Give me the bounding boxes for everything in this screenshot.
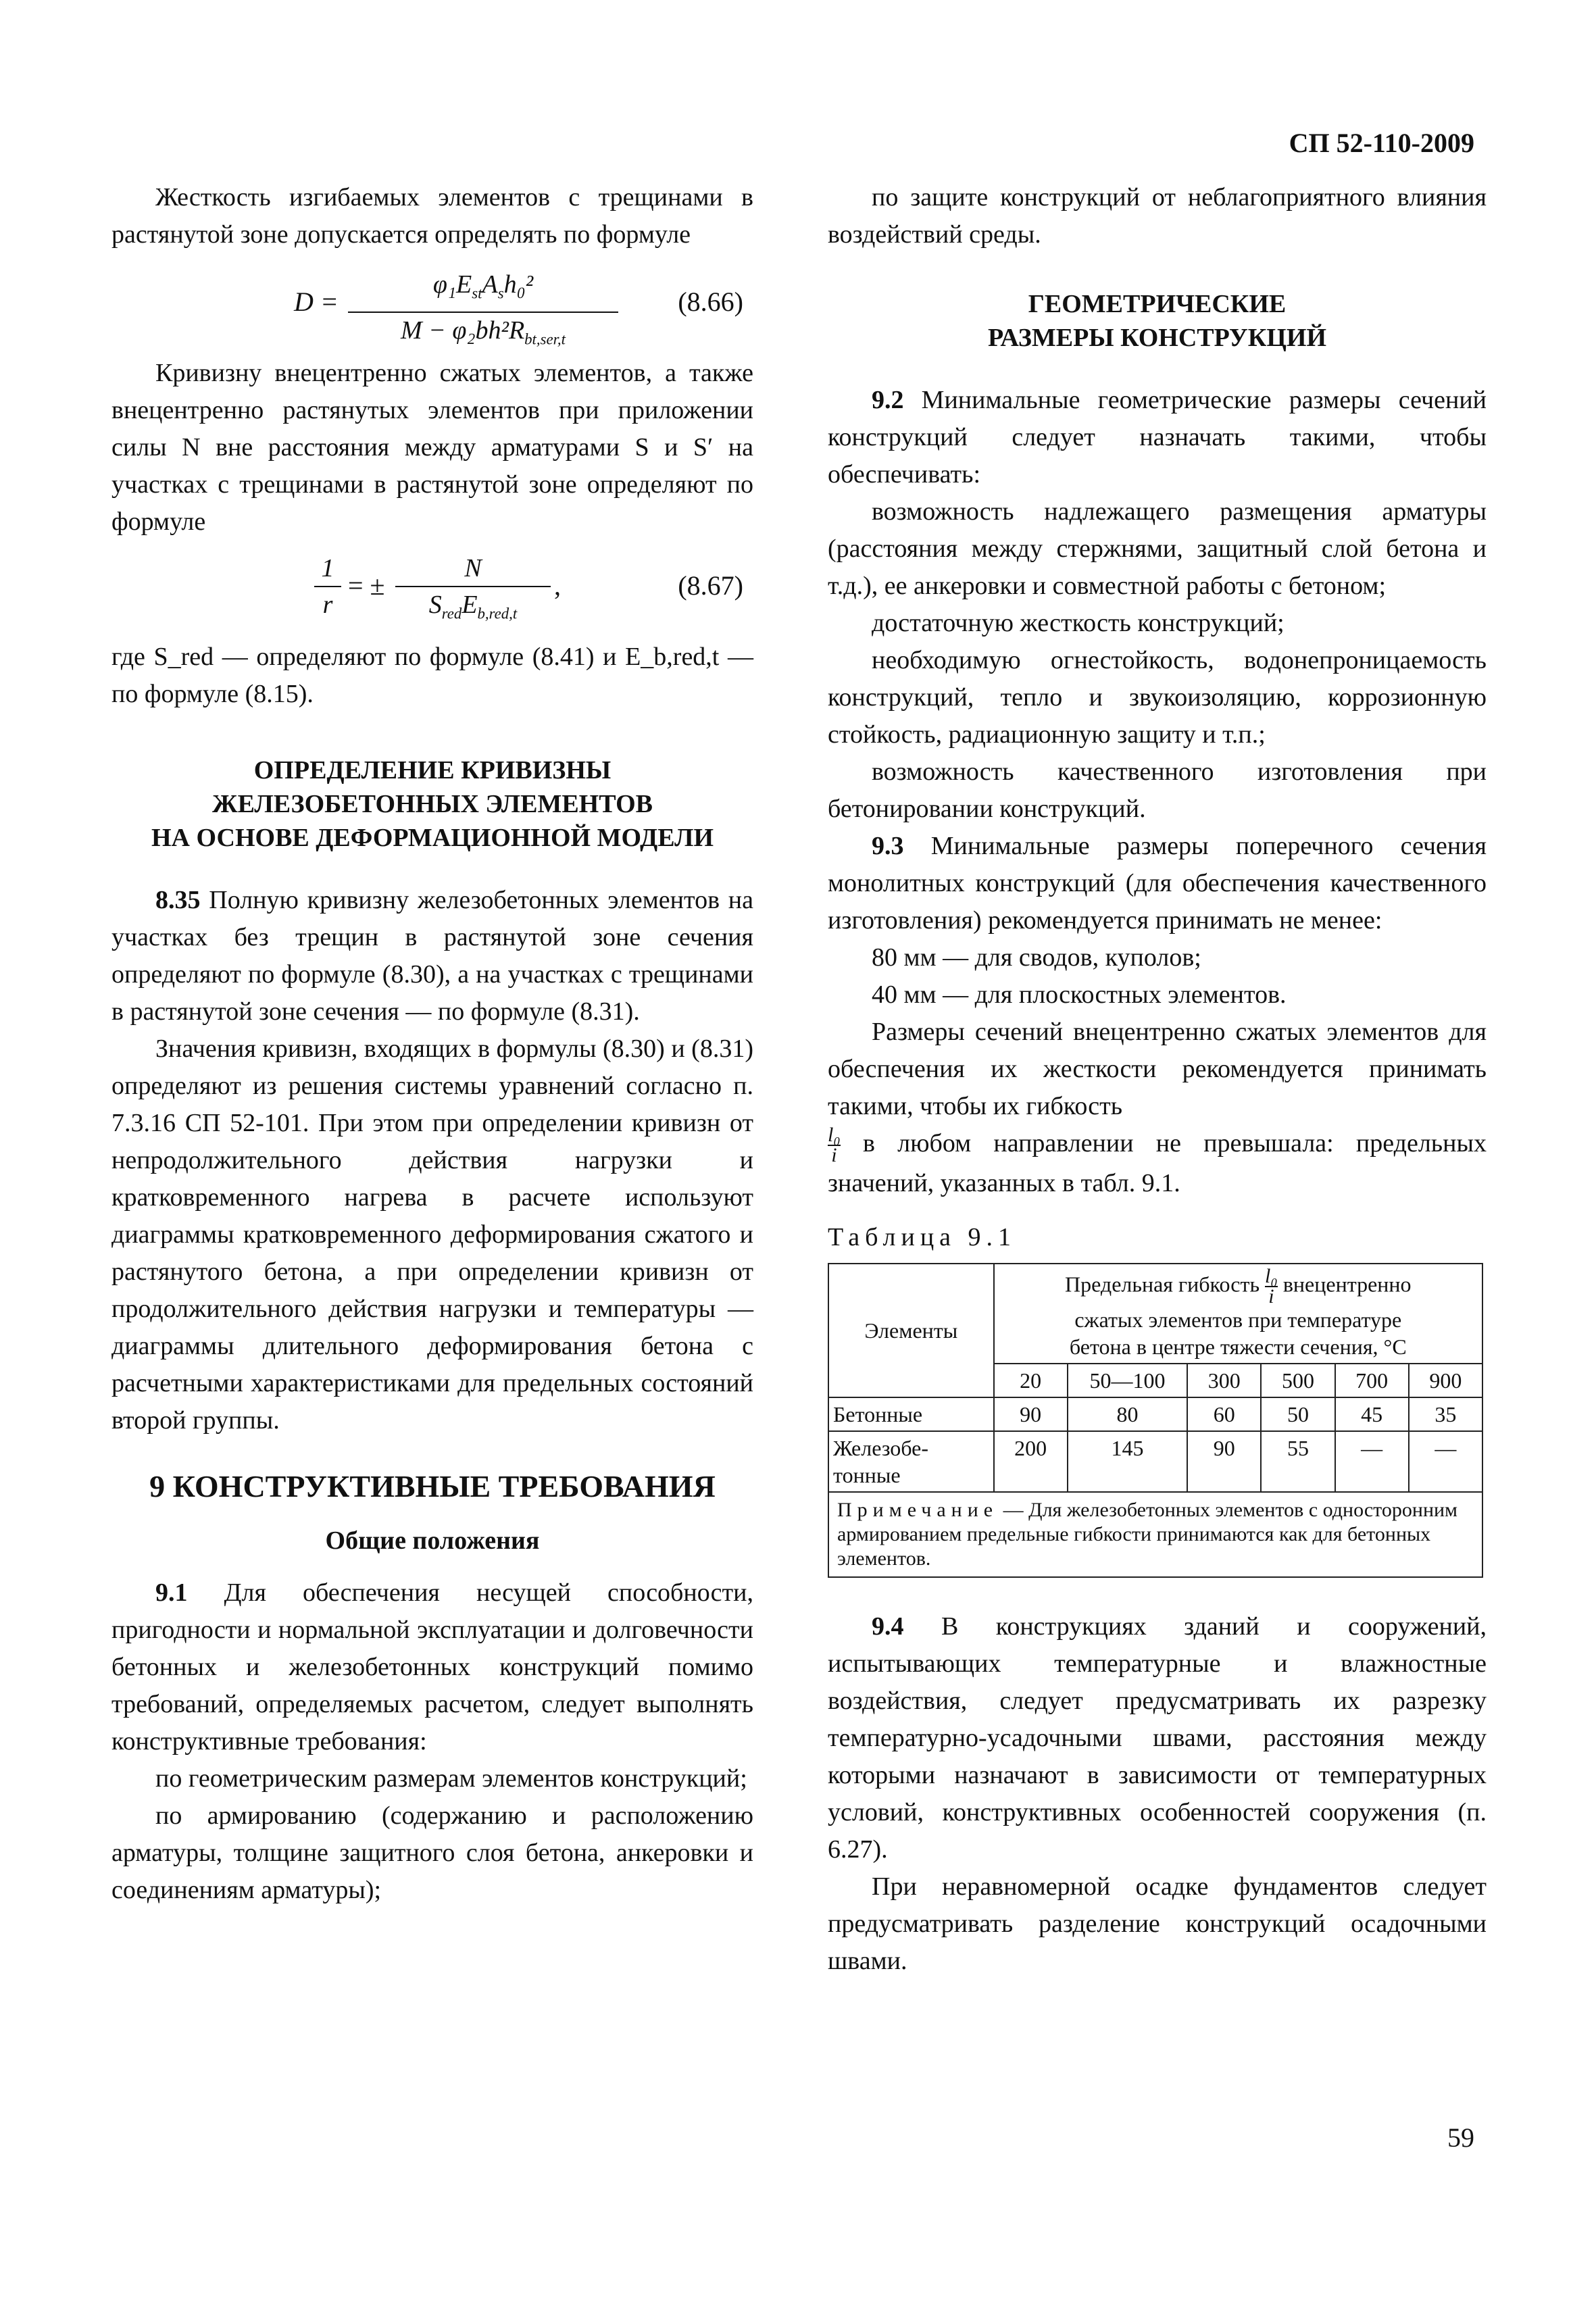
table-cell: 90 [1187,1431,1261,1492]
table-cell: 50—100 [1068,1364,1187,1397]
table-cell: 700 [1335,1364,1409,1397]
paragraph: $\frac{\text{l₀}}{i}$ в любом направлении не превышала: предельных значений, указанных в табл. 9.1. [828,1124,1487,1198]
table-cell: Бетонные [828,1397,994,1431]
table-cell: 900 [1409,1364,1482,1397]
list-item: достаточную жесткость конструкций; [872,609,1285,637]
table-cell: 200 [994,1431,1068,1492]
table-cell: 45 [1335,1397,1409,1431]
paragraph: Значения кривизн, входящих в формулы (8.30) и (8.31) определяют из решения системы уравнений согласно п. 7.3.16 СП 52-101. При этом при определении кривизн от непродолжительного действия нагрузки и кратковременного нагрева в расчете используют диаграммы кратковременного деформирования сжатого и растянутого бетона, а при определении кривизн от продолжительного действия нагрузки и температуры — диаграммы длительного деформирования бетона с расчетными характеристиками для предельных состояний второй группы. [111,1035,753,1435]
formula-lhs: D = [294,287,339,317]
paragraph: где S_red — определяют по формуле (8.41) и E_b,red,t — по формуле (8.15). [111,643,753,708]
table-row [828,1431,1482,1492]
table-cell: 80 [1068,1397,1187,1431]
table-cell: 500 [1261,1364,1335,1397]
table-cell: 20 [994,1364,1068,1397]
section-heading: ОПРЕДЕЛЕНИЕ КРИВИЗНЫ [253,756,612,785]
table-cell: 60 [1187,1397,1261,1431]
list-item: по армированию (содержанию и расположению арматуры, толщине защитного слоя бетона, анкеровки и соединениям арматуры); [111,1801,753,1904]
paragraph-9-1: 9.1 Для обеспечения несущей способности, пригодности и нормальной эксплуатации и долговечности бетонных и железобетонных конструкций помимо требований, определяемых расчетом, следует выполнять конструктивные требования: [111,1578,753,1756]
table-note: Примечание — Для железобетонных элементов с односторонним армированием предельные гибкости принимаются как для бетонных элементов. [828,1492,1482,1577]
list-item: возможность качественного изготовления при бетонировании конструкций. [828,757,1487,823]
chapter-heading: 9 КОНСТРУКТИВНЫЕ ТРЕБОВАНИЯ [149,1469,716,1503]
list-item: необходимую огнестойкость, водонепроницаемость конструкций, тепло и звукоизоляцию, коррозионную стойкость, радиационную защиту и т.п.; [828,646,1487,749]
list-item: 40 мм — для плоскостных элементов. [872,980,1287,1009]
list-item: возможность надлежащего размещения арматуры (расстояния между стержнями, защитный слой бетона и т.д.), ее анкеровки и совместной работы с бетоном; [828,497,1487,600]
formula-number: (8.66) [678,287,743,317]
section-heading: ЖЕЛЕЗОБЕТОННЫХ ЭЛЕМЕНТОВ [212,790,653,818]
table-cell: 145 [1068,1431,1187,1492]
page-number: 59 [1447,2122,1474,2153]
paragraph-8-35: 8.35 Полную кривизну железобетонных элементов на участках без трещин в растянутой зоне сечения определяют по формуле (8.30), а на участках с трещинами в растянутой зоне сечения — по формуле (8.31). [111,886,753,1026]
paragraph: по защите конструкций от неблагоприятного влияния воздействий среды. [828,183,1487,249]
table-row [828,1397,1482,1431]
table-cell: 35 [1409,1397,1482,1431]
document-code: СП 52-110-2009 [1289,128,1474,158]
right-column [828,179,1487,1980]
formula-numerator: $\varphi_1E_{st}A_sh_0^2$ [348,267,618,313]
section-heading: ГЕОМЕТРИЧЕСКИЕ [1028,290,1287,318]
table-9-1 [828,1263,1483,1578]
paragraph-9-3: 9.3 Минимальные размеры поперечного сечения монолитных конструкций (для обеспечения качественного изготовления) рекомендуется принимать не менее: [828,832,1487,935]
paragraph-9-2: 9.2 Минимальные геометрические размеры сечений конструкций следует назначать такими, чтобы обеспечивать: [828,386,1487,489]
formula-8-67: $\frac{1}{r}$ = ± N $S_{red}E_{b,red,t}$ , (8.67) [111,551,753,625]
table-header-slenderness: Предельная гибкость $\frac{\text{l₀}}{i}$ внецентренно сжатых элементов при температуре бетона в центре тяжести сечения, °С [994,1264,1482,1364]
left-column [111,179,753,1909]
list-item: 80 мм — для сводов, куполов; [872,943,1201,972]
slenderness-fraction: $\frac{\text{l₀}}{i}$ [828,1124,841,1167]
paragraph: Размеры сечений внецентренно сжатых элементов для обеспечения их жесткости рекомендуется принимать такими, чтобы их гибкость [828,1018,1487,1120]
formula-8-66 [111,267,753,348]
paragraph-9-4: 9.4 В конструкциях зданий и сооружений, испытывающих температурные и влажностные воздействия, следует предусматривать их разрезку температурно-усадочными швами, расстояния между которыми назначают в зависимости от температурных условий, конструктивных особенностей сооружения (п. 6.27). [828,1612,1487,1864]
formula-fraction [348,267,618,357]
section-heading: РАЗМЕРЫ КОНСТРУКЦИЙ [987,324,1327,352]
table-cell: 90 [994,1397,1068,1431]
table-cell: — [1409,1431,1482,1492]
formula-number: (8.67) [678,570,743,601]
table-cell: 55 [1261,1431,1335,1492]
table-cell: 50 [1261,1397,1335,1431]
formula-fraction: N $S_{red}E_{b,red,t}$ [395,551,551,632]
subsection-heading: Общие положения [325,1526,540,1555]
formula-denominator: $M - \varphi_2bh^2R_{bt,ser,t}$ [401,316,566,348]
table-cell: 300 [1187,1364,1261,1397]
formula-lhs-fraction: $\frac{1}{r}$ [314,551,341,622]
paragraph: При неравномерной осадке фундаментов следует предусматривать разделение конструкций осадочными швами. [828,1872,1487,1976]
table-cell: — [1335,1431,1409,1492]
paragraph: Жесткость изгибаемых элементов с трещинами в растянутой зоне допускается определять по формуле [111,183,753,249]
table-cell: Железобе- тонные [828,1431,994,1492]
table-caption: Таблица 9.1 [828,1223,1017,1252]
table-header-elements: Элементы [828,1264,994,1397]
paragraph: Кривизну внецентренно сжатых элементов, а также внецентренно растянутых элементов при приложении силы N вне расстояния между арматурами S и S′ на участках с трещинами в растянутой зоне определяют по формуле [111,359,753,536]
section-heading: НА ОСНОВЕ ДЕФОРМАЦИОННОЙ МОДЕЛИ [151,824,714,852]
list-item: по геометрическим размерам элементов конструкций; [155,1764,747,1793]
